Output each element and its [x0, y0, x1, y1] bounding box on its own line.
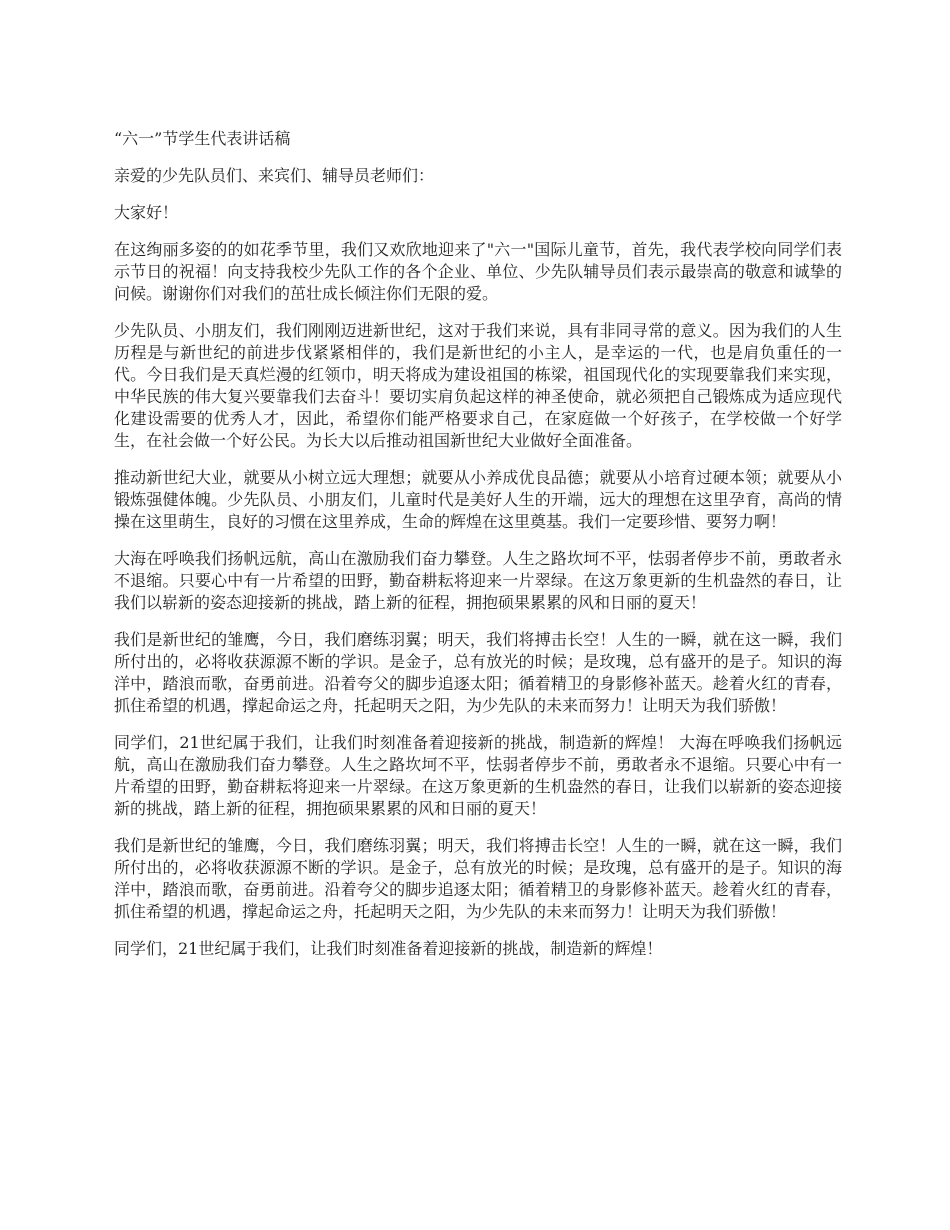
document-page — [114, 128, 842, 975]
paragraph: 推动新世纪大业，就要从小树立远大理想；就要从小养成优良品德；就要从小培育过硬本领；就要从小锻炼强健体魄。少先队员、小朋友们，儿童时代是美好人生的开端，远大的理想在这里孕育，高尚的情操在这里萌生，良好的习惯在这里养成，生命的辉煌在这里奠基。我们一定要珍惜、要努力啊！ — [114, 468, 842, 531]
document-title: “六一”节学生代表讲话稿 — [114, 129, 291, 148]
paragraph: 我们是新世纪的雏鹰，今日，我们磨练羽翼；明天，我们将搏击长空！人生的一瞬，就在这一瞬，我们所付出的，必将收获源源不断的学识。是金子，总有放光的时候；是玫瑰，总有盛开的是子。知识的海洋中，踏浪而歌，奋勇前进。沿着夸父的脚步追逐太阳；循着精卫的身影修补蓝天。趁着火红的青春，抓住希望的机遇，撑起命运之舟，托起明天之阳，为少先队的未来而努力！让明天为我们骄傲！ — [114, 630, 842, 715]
paragraph: 少先队员、小朋友们，我们刚刚迈进新世纪，这对于我们来说，具有非同寻常的意义。因为我们的人生历程是与新世纪的前进步伐紧紧相伴的，我们是新世纪的小主人，是幸运的一代，也是肩负重任的一代。今日我们是天真烂漫的红领巾，明天将成为建设祖国的栋梁，祖国现代化的实现要靠我们来实现，中华民族的伟大复兴要靠我们去奋斗！要切实肩负起这样的神圣使命，就必须把自己锻炼成为适应现代化建设需要的优秀人才，因此，希望你们能严格要求自己，在家庭做一个好孩子，在学校做一个好学生，在社会做一个好公民。为长大以后推动祖国新世纪大业做好全面准备。 — [114, 321, 842, 450]
paragraph: 同学们，21世纪属于我们，让我们时刻准备着迎接新的挑战，制造新的辉煌！ 大海在呼唤我们扬帆远航，高山在激励我们奋力攀登。人生之路坎坷不平，怯弱者停步不前，勇敢者永不退缩。只要心中有一片希望的田野，勤奋耕耘将迎来一片翠绿。在这万象更新的生机盎然的春日，让我们以崭新的姿态迎接新的挑战，踏上新的征程，拥抱硕果累累的风和日丽的夏天！ — [114, 733, 842, 818]
paragraph: 在这绚丽多姿的的如花季节里，我们又欢欣地迎来了"六一"国际儿童节，首先，我代表学校向同学们表示节日的祝福！向支持我校少先队工作的各个企业、单位、少先队辅导员们表示最崇高的敬意和诚挚的问候。谢谢你们对我们的茁壮成长倾注你们无限的爱。 — [114, 240, 842, 303]
paragraph: 我们是新世纪的雏鹰，今日，我们磨练羽翼；明天，我们将搏击长空！人生的一瞬，就在这一瞬，我们所付出的，必将收获源源不断的学识。是金子，总有放光的时候；是玫瑰，总有盛开的是子。知识的海洋中，踏浪而歌，奋勇前进。沿着夸父的脚步追逐太阳；循着精卫的身影修补蓝天。趁着火红的青春，抓住希望的机遇，撑起命运之舟，托起明天之阳，为少先队的未来而努力！让明天为我们骄傲！ — [114, 836, 842, 921]
paragraph: 大海在呼唤我们扬帆远航，高山在激励我们奋力攀登。人生之路坎坷不平，怯弱者停步不前，勇敢者永不退缩。只要心中有一片希望的田野，勤奋耕耘将迎来一片翠绿。在这万象更新的生机盎然的春日，让我们以崭新的姿态迎接新的挑战，踏上新的征程，拥抱硕果累累的风和日丽的夏天！ — [114, 549, 842, 612]
salutation: 亲爱的少先队员们、来宾们、辅导员老师们： — [114, 166, 435, 185]
greeting: 大家好！ — [114, 203, 179, 222]
paragraph: 同学们，21世纪属于我们，让我们时刻准备着迎接新的挑战，制造新的辉煌！ — [114, 939, 663, 958]
